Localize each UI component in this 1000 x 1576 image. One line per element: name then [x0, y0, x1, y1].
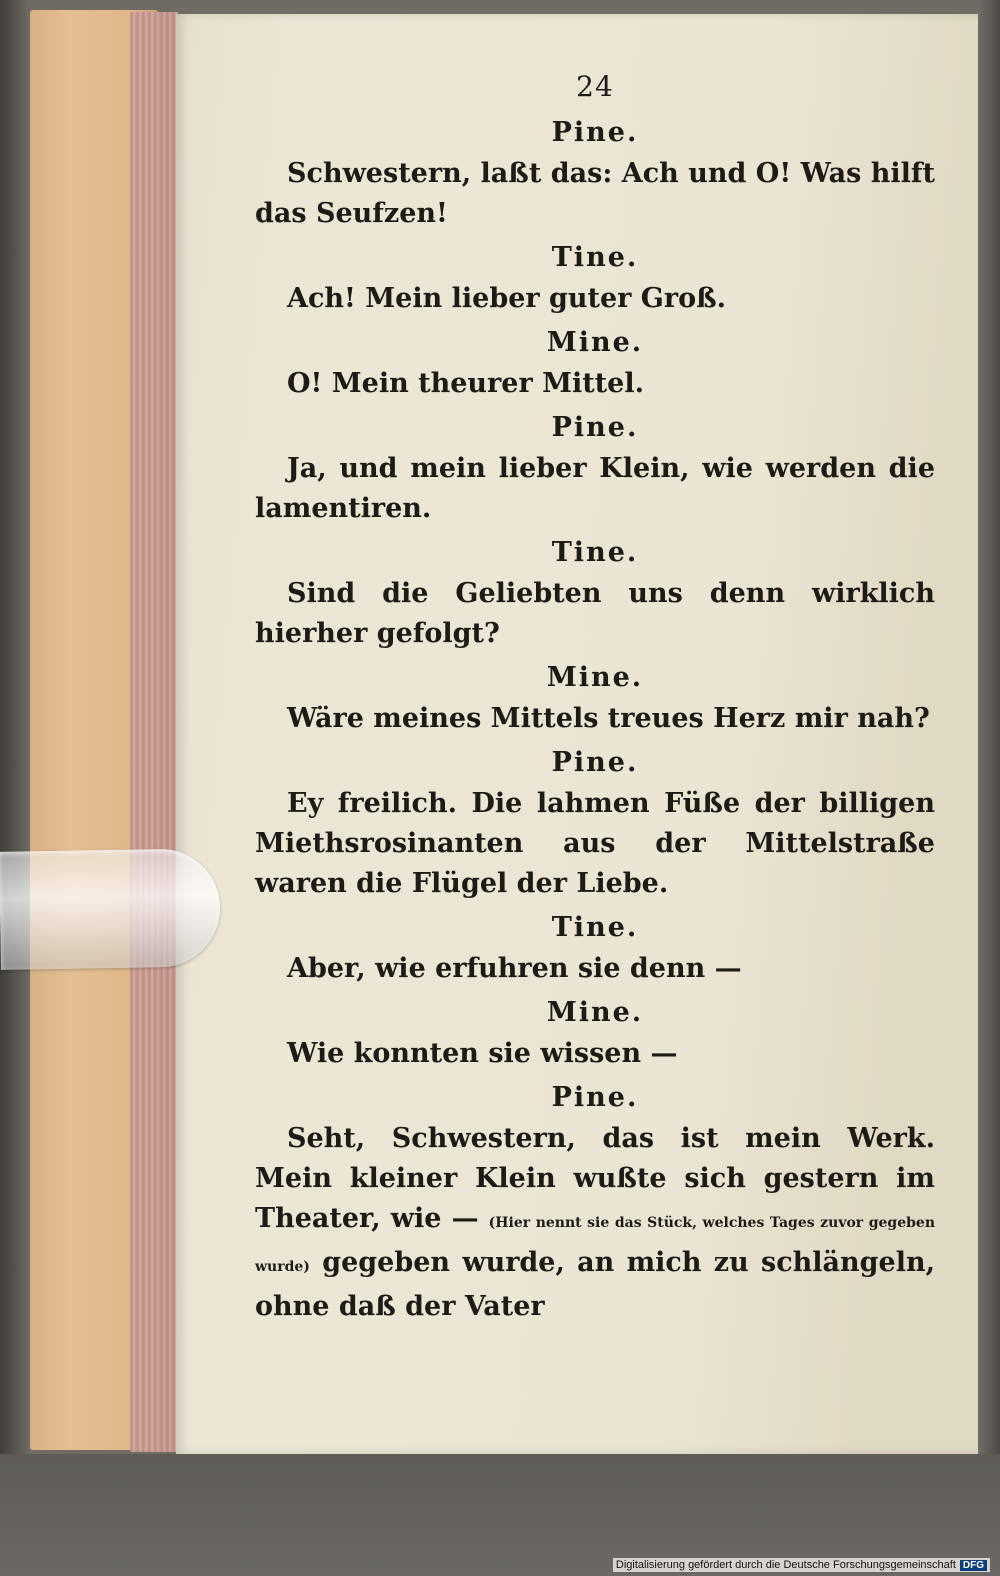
scan-border [978, 0, 1000, 1576]
stage-direction: (Hier nennt sie das Stück, welches Tages zuvor gegeben wurde) [255, 1215, 935, 1275]
dialogue-line: O! Mein theurer Mittel. [287, 368, 644, 399]
dialogue-line: Schwestern, laßt das: Ach und O! Was hilft das Seufzen! [255, 158, 935, 229]
speaker-name: Tine. [551, 242, 639, 273]
dialogue-text: gegeben wurde, an mich zu schlängeln, ohne daß der Vater [255, 1247, 935, 1322]
speaker-name: Pine. [551, 412, 639, 443]
dialogue-line: Ja, und mein lieber Klein, wie werden die lamentiren. [255, 453, 935, 524]
dialogue-line [255, 1119, 935, 1327]
glass-page-holder [0, 848, 221, 970]
dialogue-line: Wäre meines Mittels treues Herz mir nah? [287, 703, 930, 734]
speaker-name: Mine. [546, 662, 644, 693]
dialogue-line: Ey freilich. Die lahmen Füße der billigen Miethsrosinanten aus der Mittelstraße waren die Flügel der Liebe. [255, 788, 935, 899]
dialogue-line: Sind die Geliebten uns denn wirklich hierher gefolgt? [255, 578, 935, 649]
page-stack [130, 12, 178, 1452]
speaker-name: Pine. [551, 747, 639, 778]
digitization-credit [613, 1558, 990, 1572]
speaker-name: Pine. [551, 117, 639, 148]
dialogue-line: Wie konnten sie wissen — [287, 1038, 678, 1069]
page-number: 24 [576, 70, 614, 103]
speaker-name: Pine. [551, 1082, 639, 1113]
dialogue-line: Ach! Mein lieber guter Groß. [287, 283, 726, 314]
speaker-name: Mine. [546, 997, 644, 1028]
dfg-logo: DFG [960, 1560, 987, 1571]
speaker-name: Mine. [546, 327, 644, 358]
speaker-name: Tine. [551, 537, 639, 568]
dialogue-text: Seht, Schwestern, das ist mein Werk. Mein kleiner Klein wußte sich gestern im Theater, wie — [255, 1123, 935, 1234]
page-text [255, 70, 935, 1333]
dialogue-line: Aber, wie erfuhren sie denn — [287, 953, 742, 984]
credit-text: Digitalisierung gefördert durch die Deutsche Forschungsgemeinschaft [615, 1559, 956, 1571]
speaker-name: Tine. [551, 912, 639, 943]
